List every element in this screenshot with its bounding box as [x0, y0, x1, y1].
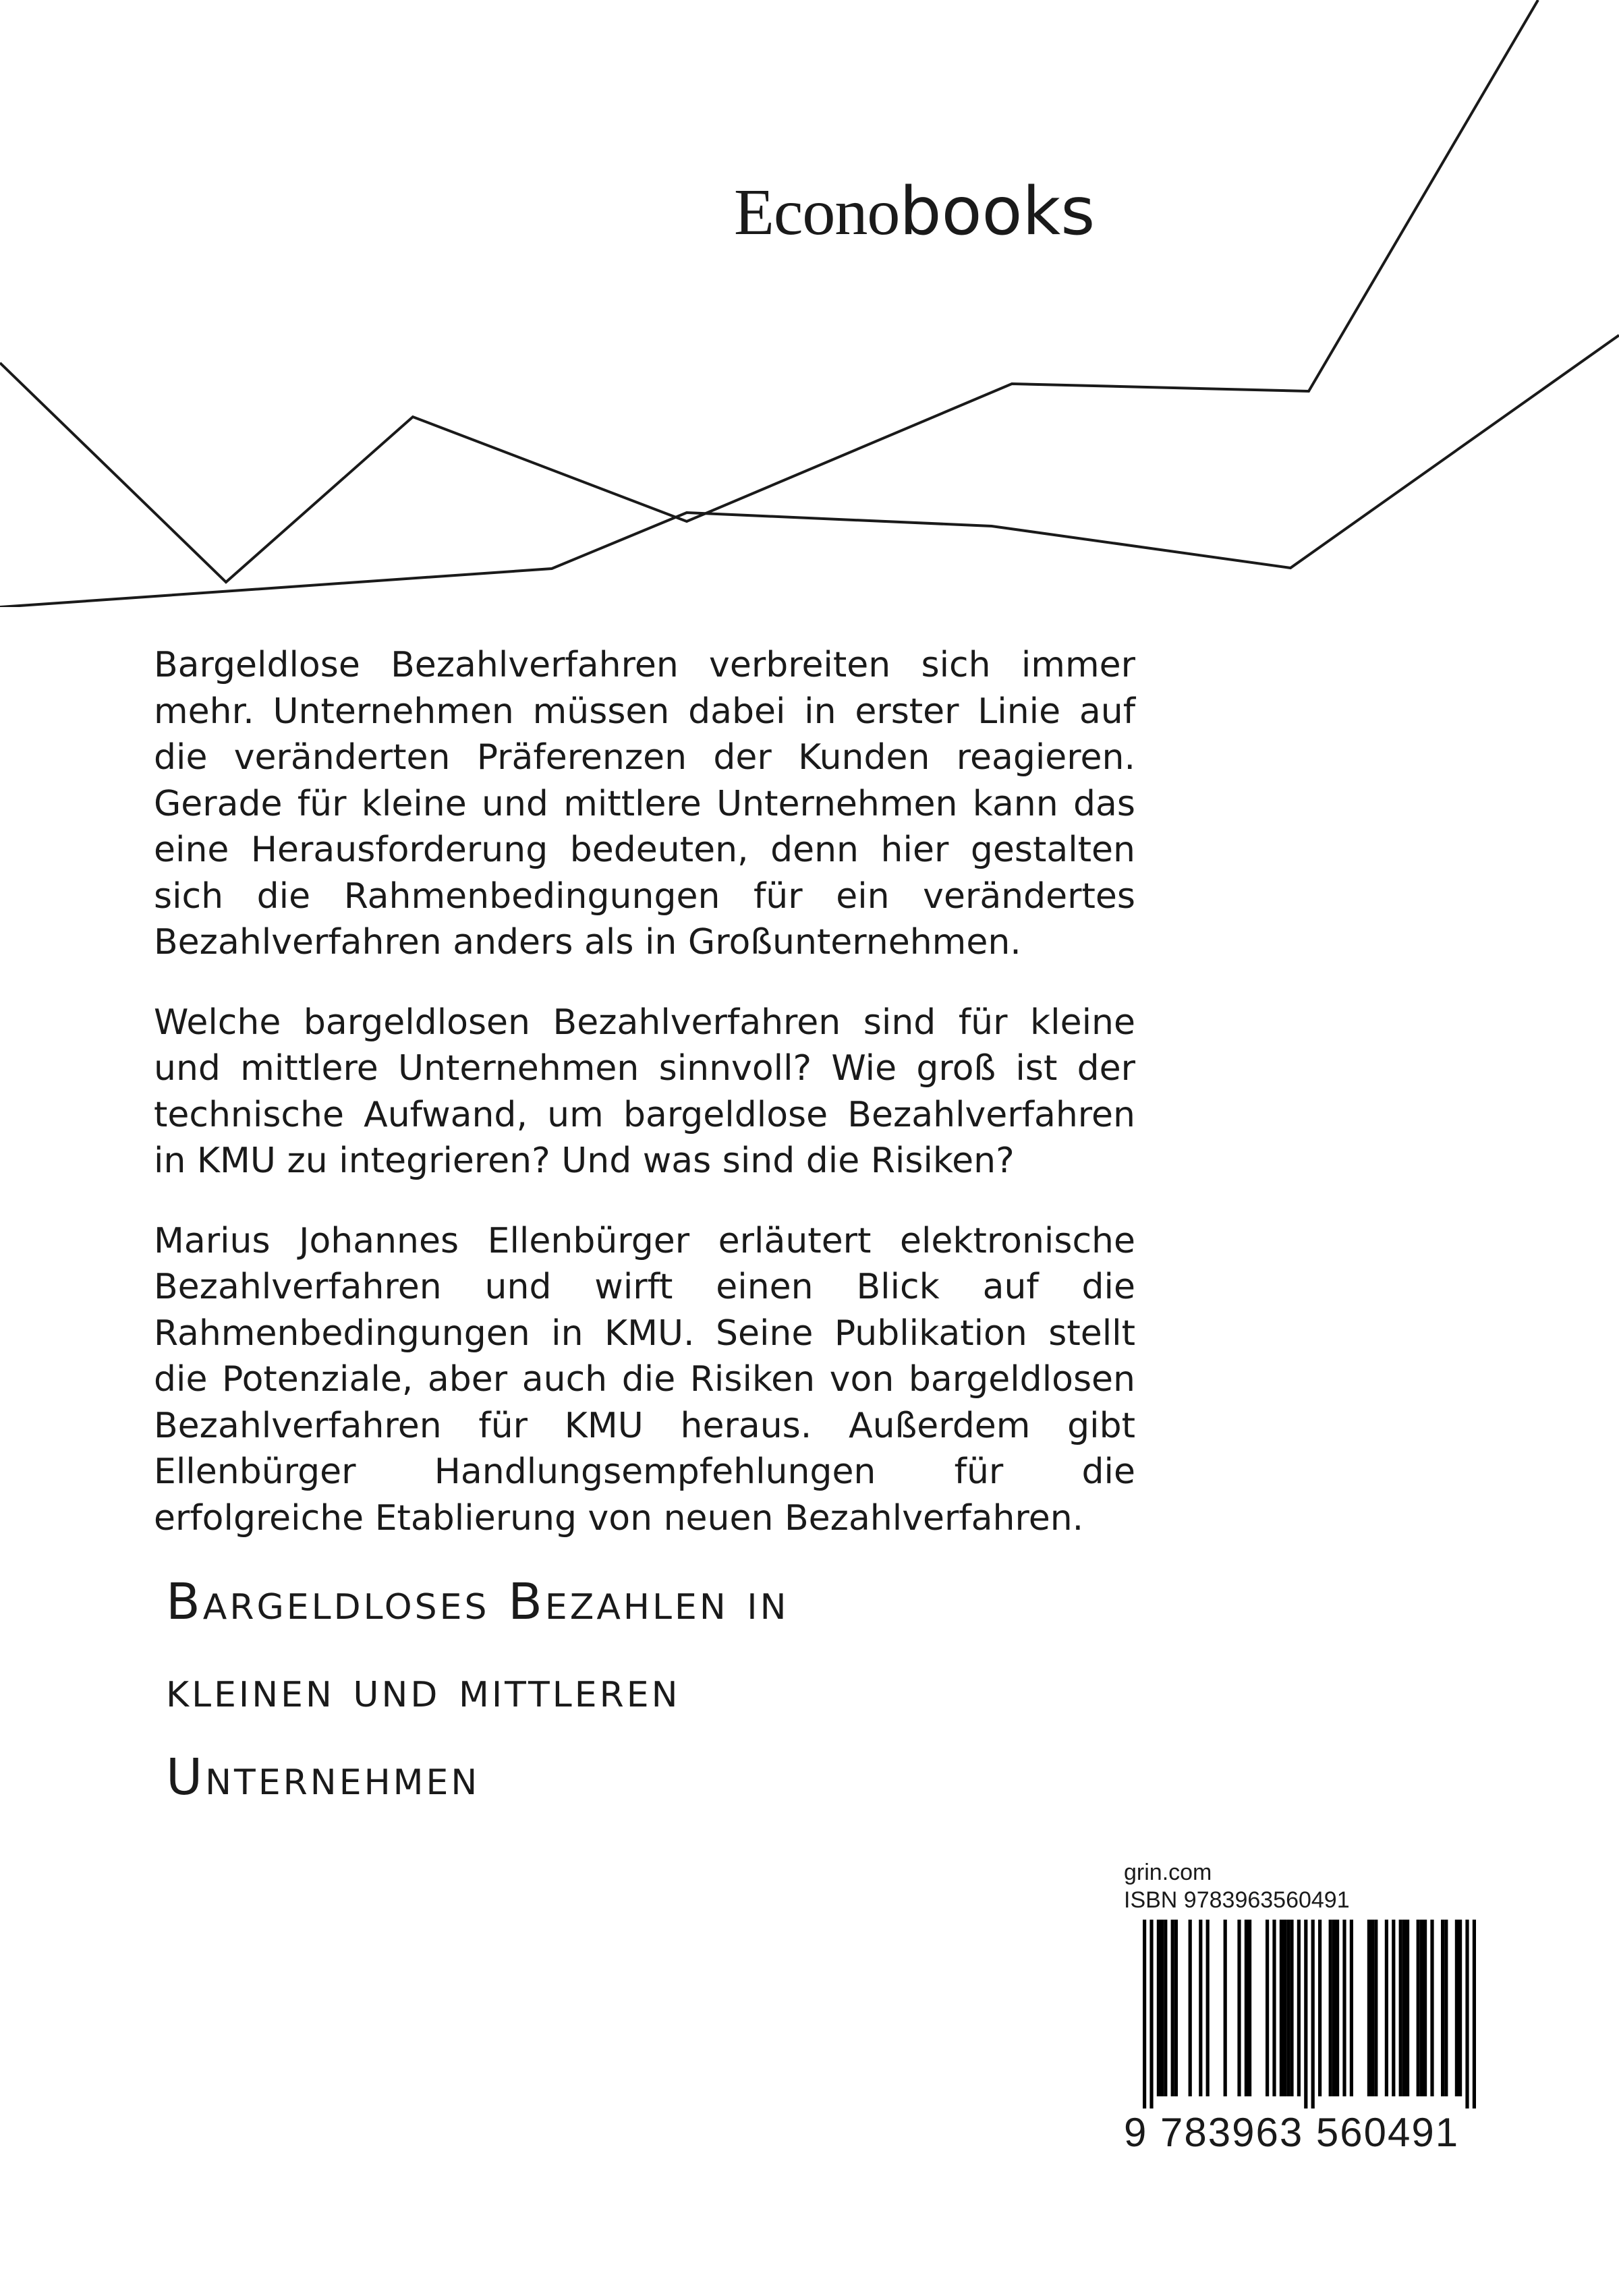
barcode-bar — [1318, 1920, 1322, 2096]
barcode-bar — [1342, 1920, 1346, 2096]
barcode-bar — [1160, 1920, 1164, 2096]
blurb-paragraph-2: Welche bargeldlosen Bezahlverfahren sind für kleine und mittlere Unternehmen sinnvoll? Wie groß ist der technische Aufwand, um bargeldlose Bezahlverfahren in KMU zu integrieren? Und was sind die Risiken? — [154, 1002, 1135, 1181]
barcode-bar — [1311, 1920, 1315, 2108]
barcode-bar — [1371, 1920, 1374, 2096]
barcode-bar — [1399, 1920, 1402, 2096]
barcode-digits: 9 783963 560491 — [1124, 2110, 1460, 2155]
barcode-bar — [1374, 1920, 1377, 2096]
publisher-logo-part1: Econo — [734, 176, 900, 249]
barcode-bar — [1392, 1920, 1395, 2096]
barcode-bar — [1224, 1920, 1227, 2096]
barcode-bar — [1473, 1920, 1476, 2108]
barcode-bar — [1199, 1920, 1202, 2096]
barcode-bar — [1350, 1920, 1353, 2096]
publisher-logo-part2: books — [899, 173, 1096, 250]
barcode-bar — [1248, 1920, 1251, 2096]
isbn-label: ISBN 9783963560491 — [1124, 1887, 1350, 1913]
book-title-line-3: Unternehmen — [166, 1748, 480, 1806]
barcode-bar — [1149, 1920, 1153, 2108]
barcode-bar — [1465, 1920, 1469, 2108]
barcode-bar — [1171, 1920, 1174, 2096]
barcode-bar — [1367, 1920, 1371, 2096]
decorative-line-upper — [0, 0, 1538, 582]
barcode-bar — [1237, 1920, 1241, 2096]
barcode-bar — [1290, 1920, 1293, 2096]
barcode-bar — [1272, 1920, 1276, 2096]
barcode-bar — [1444, 1920, 1448, 2096]
back-cover-blurb — [154, 642, 1135, 1575]
barcode-bar — [1458, 1920, 1462, 2096]
book-title-block — [166, 1558, 1097, 1821]
barcode-bar — [1164, 1920, 1167, 2096]
isbn-barcode — [1124, 1920, 1488, 2108]
publisher-logo — [734, 173, 1096, 250]
barcode-bar — [1417, 1920, 1420, 2096]
publisher-website: grin.com — [1124, 1860, 1212, 1885]
barcode-bar — [1329, 1920, 1332, 2096]
blurb-paragraph-1: Bargeldlose Bezahlverfahren verbreiten sich immer mehr. Unternehmen müssen dabei in erster Linie auf die veränderten Präferenzen der Kunden reagieren. Gerade für kleine und mittlere Unternehmen kann das eine Herausforderung bedeuten, denn hier gestalten sich die Rahmenbedingungen für ein verändertes Bezahlverfahren anders als in Großunternehmen. — [154, 645, 1135, 963]
barcode-bar — [1385, 1920, 1388, 2096]
barcode-bar — [1189, 1920, 1192, 2096]
barcode-bar — [1406, 1920, 1409, 2096]
barcode-bar — [1266, 1920, 1269, 2096]
barcode-bar — [1286, 1920, 1290, 2096]
barcode-bar — [1423, 1920, 1427, 2096]
barcode-bar — [1402, 1920, 1406, 2096]
barcode-bar — [1332, 1920, 1336, 2096]
barcode-bar — [1206, 1920, 1210, 2096]
barcode-bar — [1430, 1920, 1433, 2096]
barcode-bar — [1420, 1920, 1423, 2096]
book-title-line-2: kleinen und mittleren — [166, 1661, 681, 1719]
barcode-bar — [1297, 1920, 1301, 2096]
barcode-bar — [1455, 1920, 1458, 2096]
barcode-bar — [1304, 1920, 1307, 2108]
barcode-bar — [1441, 1920, 1444, 2096]
barcode-bar — [1283, 1920, 1286, 2096]
barcode-bar — [1336, 1920, 1339, 2096]
barcode-bar — [1143, 1920, 1146, 2108]
barcode-bar — [1245, 1920, 1248, 2096]
barcode-bar — [1174, 1920, 1178, 2096]
blurb-paragraph-3: Marius Johannes Ellenbürger erläutert elektronische Bezahlverfahren und wirft einen Blick auf die Rahmenbedingungen in KMU. Seine Publikation stellt die Potenziale, aber auch die Risiken von bargeldlosen Bezahlverfahren für KMU heraus. Außerdem gibt Ellenbürger Handlungsempfehlungen für die erfolgreiche Etablierung von neuen Bezahlverfahren. — [154, 1220, 1135, 1539]
barcode-bar — [1157, 1920, 1160, 2096]
book-title-line-1: Bargeldloses Bezahlen in — [166, 1573, 789, 1631]
decorative-line-graphic — [0, 0, 1619, 607]
barcode-bar — [1280, 1920, 1283, 2096]
